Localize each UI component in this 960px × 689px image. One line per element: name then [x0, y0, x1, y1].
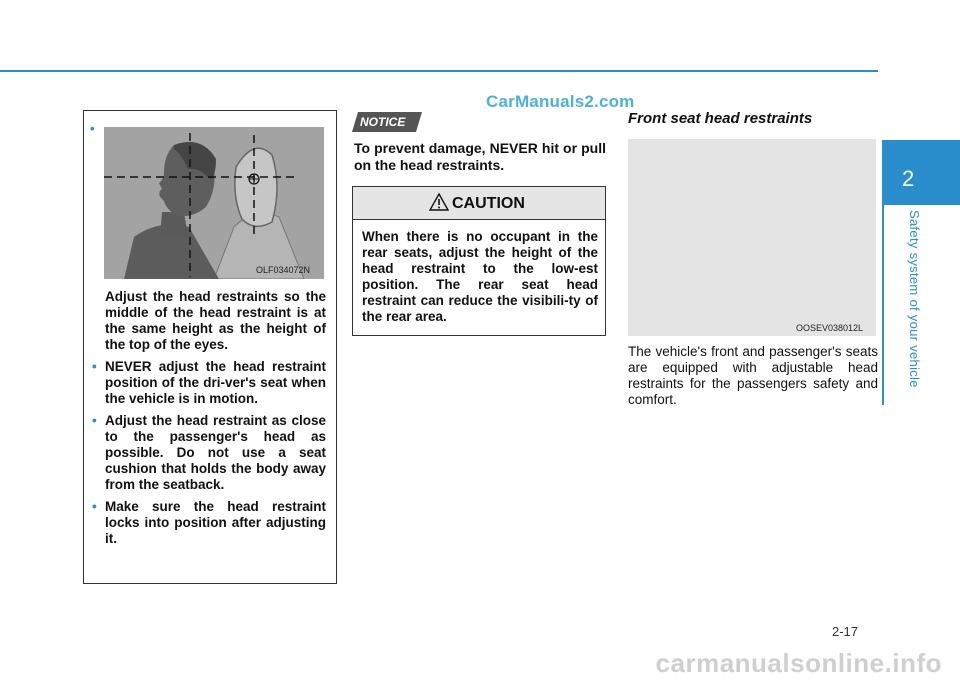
list-item-text: NEVER adjust the head restraint position of the dri-ver's seat when the vehicle is in motion. — [105, 359, 326, 406]
head-restraint-figure — [104, 127, 324, 279]
bullet-icon: • — [92, 359, 97, 374]
bullet-icon: • — [92, 413, 97, 428]
list-item — [90, 499, 326, 547]
warning-triangle-icon — [429, 193, 449, 211]
chapter-title-vertical — [902, 210, 922, 400]
caution-header — [353, 187, 605, 220]
list-item-text: Adjust the head restraints so the middle of the head restraint is at the same height as the height of the top of the eyes. — [105, 289, 326, 352]
caution-box — [352, 186, 606, 336]
front-seat-figure — [628, 139, 876, 336]
bullet-icon: • — [92, 499, 97, 514]
chapter-tab — [882, 140, 960, 205]
watermark-bottom[interactable]: carmanualsonline.info — [655, 648, 942, 678]
notice-text: To prevent damage, NEVER hit or pull on the head restraints. — [354, 140, 606, 173]
caution-text: When there is no occupant in the rear seats, adjust the height of the head restraint to the low-est position. The rear seat head restraint can reduce the visibili-ty of the rear area. — [362, 229, 598, 324]
chapter-tab-line — [882, 205, 884, 405]
notice-badge — [352, 112, 422, 132]
top-rule — [0, 70, 878, 72]
figure-code: OLF034072N — [256, 265, 311, 275]
chapter-number: 2 — [902, 166, 915, 191]
head-profile-illustration — [104, 127, 324, 279]
list-item — [90, 289, 326, 353]
caution-title: CAUTION — [452, 195, 525, 212]
section-title: Front seat head restraints — [628, 110, 813, 127]
list-item — [90, 413, 326, 493]
figure-code: OOSEV038012L — [796, 323, 864, 333]
list-item — [90, 359, 326, 407]
chapter-title: Safety system of your vehicle — [907, 210, 922, 388]
list-item-text: Make sure the head restraint locks into position after adjusting it. — [105, 499, 326, 546]
watermark-top[interactable]: CarManuals2.com — [486, 92, 635, 111]
page-number: 2-17 — [832, 624, 859, 639]
notice-label: NOTICE — [360, 115, 406, 129]
instruction-list — [90, 289, 326, 553]
section-body: The vehicle's front and passenger's seats are equipped with adjustable head restraints for the passengers safety and comfort. — [628, 344, 878, 407]
bullet-icon: • — [90, 121, 95, 136]
list-item-text: Adjust the head restraint as close to the passenger's head as possible. Do not use a seat cushion that holds the body away from the seatback. — [105, 413, 326, 492]
instruction-box — [83, 110, 337, 584]
